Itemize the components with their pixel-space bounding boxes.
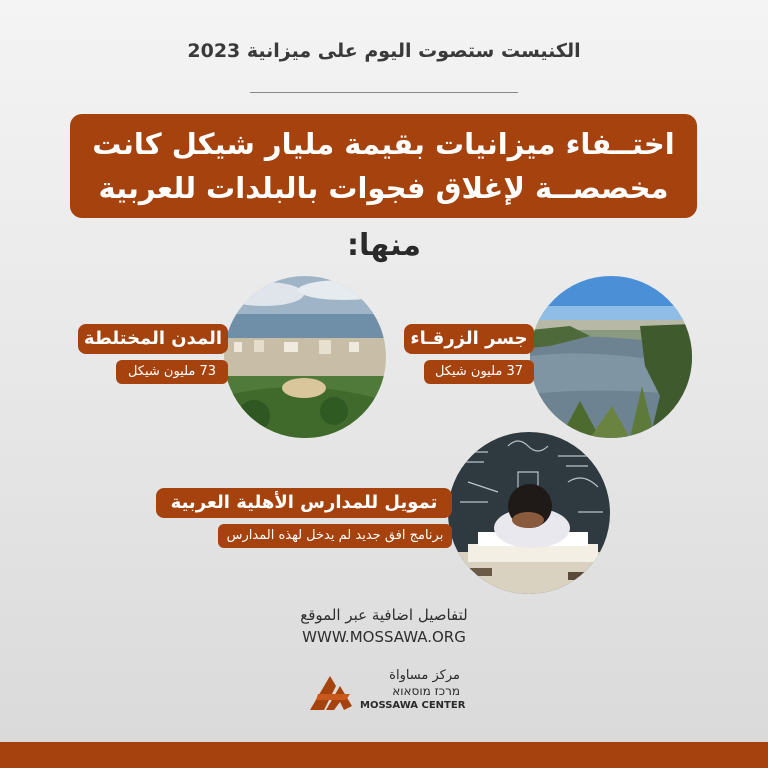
bottom-bar — [0, 742, 768, 768]
item-amount-river: 37 مليون شيكل — [424, 360, 534, 384]
item-title-mixed-cities: المدن المختلطة — [78, 324, 228, 354]
headline-line-2-pre: مخصصــة لإغلاق — [425, 171, 669, 205]
headline-highlight-1: مليار شيكل — [171, 127, 335, 161]
item-desc-schools: برنامج افق جديد لم يدخل لهذه المدارس — [218, 524, 452, 548]
page-subtitle: الكنيست ستصوت اليوم على ميزانية 2023 — [187, 40, 581, 62]
city-photo — [224, 276, 386, 438]
logo-english: MOSSAWA CENTER — [360, 700, 466, 711]
headline-line-1-pre: اختــفاء ميزانيات بقيمة — [334, 127, 675, 161]
mossawa-logo — [306, 668, 466, 718]
headline-highlight-2: فجوات بالبلدات للعربية — [98, 171, 426, 205]
footer-website[interactable]: WWW.MOSSAWA.ORG — [302, 628, 466, 646]
item-amount-mixed-cities: 73 مليون شيكل — [116, 360, 228, 384]
footer-details: لتفاصيل اضافية عبر الموقع — [300, 606, 468, 624]
section-intro: منها: — [347, 228, 421, 263]
divider — [250, 92, 518, 93]
headline-line-1 — [70, 122, 697, 166]
headline-banner — [70, 114, 697, 218]
river-photo — [530, 276, 692, 438]
item-title-schools: تمويل للمدارس الأهلية العربية — [156, 488, 452, 518]
headline-line-2 — [70, 166, 697, 210]
item-title-river: جسر الزرقـاء — [404, 324, 534, 354]
logo-arabic: مركز مساواة — [389, 668, 460, 683]
headline-line-1-post: كانت — [92, 127, 172, 161]
student-photo — [448, 432, 610, 594]
logo-hebrew: מרכז מוסאוא — [392, 684, 460, 698]
logo-mark-icon — [306, 670, 356, 714]
